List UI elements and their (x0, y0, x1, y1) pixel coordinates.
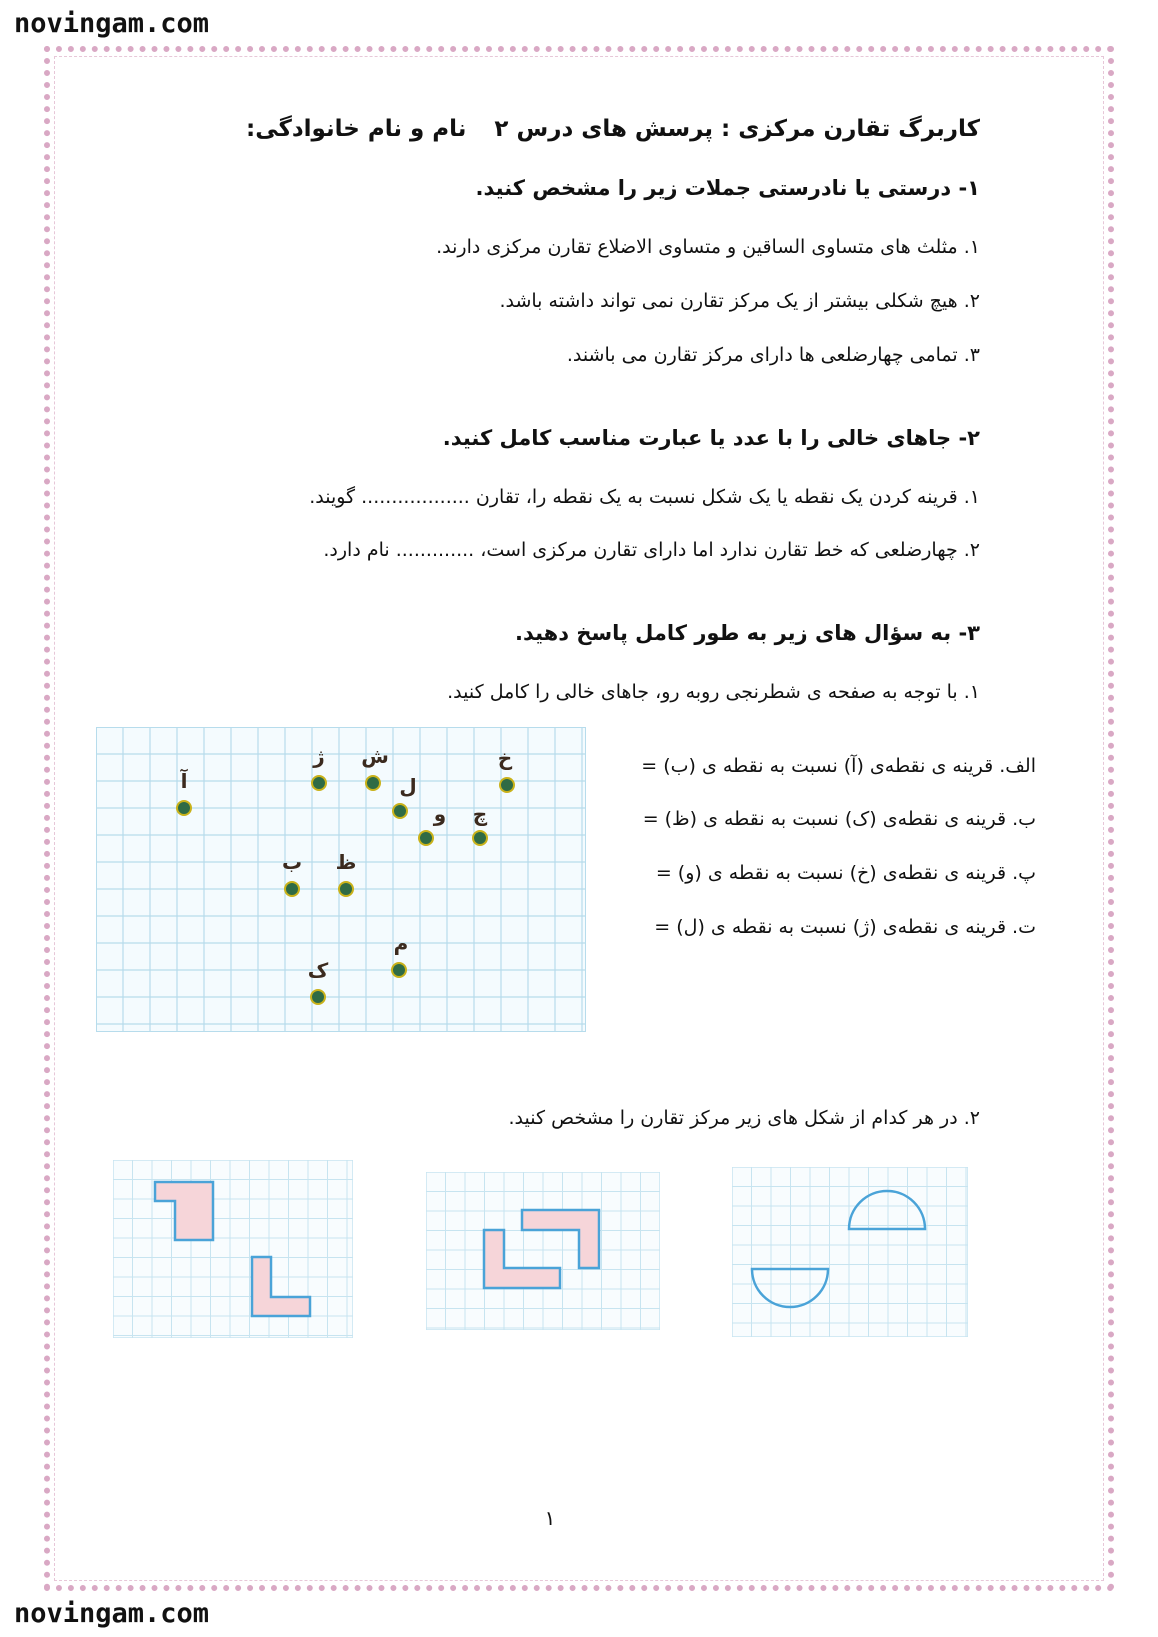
section1-heading: ۱- درستی یا نادرستی جملات زیر را مشخص کنید. (475, 176, 980, 200)
grid-point-label: ل (399, 774, 417, 798)
section3-question-1: ۱. با توجه به صفحه ی شطرنجی روبه رو، جاهای خالی را کامل کنید. (447, 681, 980, 703)
grid-point-dot (177, 801, 191, 815)
section2-item-2: ۲. چهارضلعی که خط تقارن ندارد اما دارای تقارن مرکزی است، ............. نام دارد. (323, 539, 980, 561)
grid-point-label: ش (361, 744, 389, 768)
shape-grid-middle (426, 1172, 660, 1330)
page-title (246, 116, 980, 142)
grid-point-label: و (433, 802, 447, 826)
page-number: ۱ (544, 1506, 556, 1530)
grid-point-dot (339, 882, 353, 896)
grid-point-dot (392, 963, 406, 977)
answer-line-te: ت. قرینه ی نقطه‌ی (ژ) نسبت به نقطه ی (ل) = (654, 916, 1036, 938)
grid-point-label: ب (281, 850, 303, 874)
section1-item-2: ۲. هیچ شکلی بیشتر از یک مرکز تقارن نمی تواند داشته باشد. (499, 290, 980, 312)
grid-point-dot (311, 990, 325, 1004)
grid-point-dot (312, 776, 326, 790)
grid-point-dot (419, 831, 433, 845)
shape-grid-left (113, 1160, 353, 1338)
section1-item-1: ۱. مثلث های متساوی الساقین و متساوی الاضلاع تقارن مرکزی دارند. (436, 236, 980, 258)
grid-point-label: ک (307, 958, 329, 982)
answer-line-pe: پ. قرینه ی نقطه‌ی (خ) نسبت به نقطه ی (و) = (655, 862, 1036, 884)
grid-point-dot (473, 831, 487, 845)
section3-question-2: ۲. در هر کدام از شکل های زیر مرکز تقارن را مشخص کنید. (508, 1107, 980, 1129)
grid-point-label: م (393, 931, 409, 955)
watermark-top: novingam.com (14, 8, 210, 39)
point-grid (96, 727, 586, 1032)
answer-line-be: ب. قرینه ی نقطه‌ی (ک) نسبت به نقطه ی (ظ) = (642, 808, 1036, 830)
answer-line-alef: الف. قرینه ی نقطه‌ی (آ) نسبت به نقطه ی (ب) = (641, 755, 1036, 777)
grid-point-dot (366, 776, 380, 790)
name-label: نام و نام خانوادگی: (246, 116, 467, 142)
grid-point-label: آ (180, 769, 188, 793)
grid-point-label: خ (497, 746, 513, 770)
grid-point-label: چ (472, 802, 488, 826)
grid-point-label: ژ (313, 744, 325, 768)
grid-point-label: ظ (335, 850, 357, 874)
section2-heading: ۲- جاهای خالی را با عدد یا عبارت مناسب کامل کنید. (442, 426, 980, 450)
watermark-bottom: novingam.com (14, 1598, 210, 1629)
grid-point-dot (285, 882, 299, 896)
shape-grid-right (732, 1167, 968, 1337)
title-main: کاربرگ تقارن مرکزی : پرسش های درس ۲ (494, 116, 980, 142)
section3-heading: ۳- به سؤال های زیر به طور کامل پاسخ دهید. (514, 621, 980, 645)
grid-point-dot (393, 804, 407, 818)
grid-point-dot (500, 778, 514, 792)
section2-item-1: ۱. قرینه کردن یک نقطه یا یک شکل نسبت به یک نقطه را، تقارن .................. گویند. (309, 486, 980, 508)
section1-item-3: ۳. تمامی چهارضلعی ها دارای مرکز تقارن می باشند. (566, 344, 980, 366)
